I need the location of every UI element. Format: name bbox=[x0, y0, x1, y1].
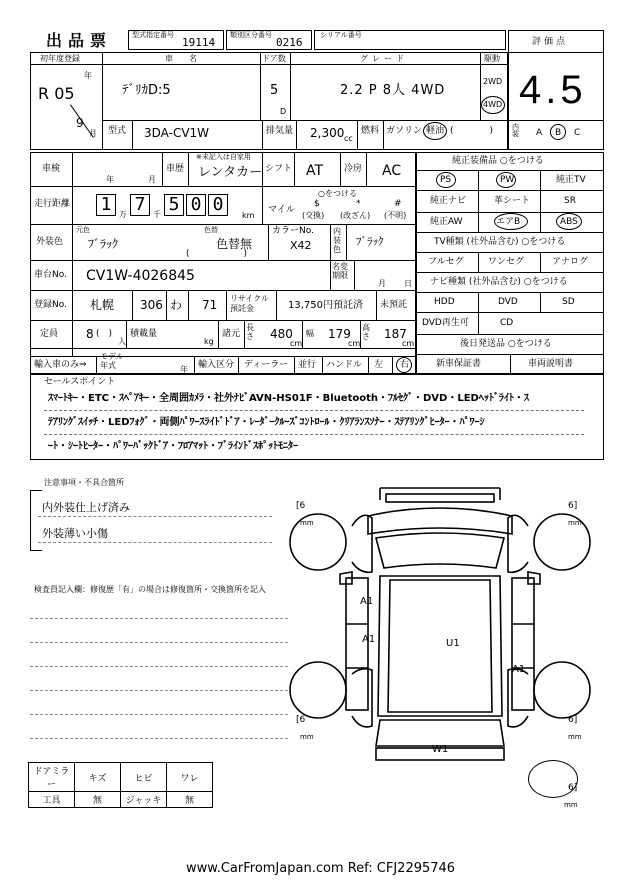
type-designation-value: 19114 bbox=[182, 36, 216, 49]
shift-label: シフト bbox=[265, 164, 293, 174]
legend-jack-value: 無 bbox=[167, 792, 213, 808]
class-number-label: 類別区分番号 bbox=[230, 31, 272, 39]
navi-dvd: DVD bbox=[498, 297, 518, 307]
width-label: 幅 bbox=[306, 329, 314, 338]
cc-unit: cc bbox=[344, 134, 353, 143]
handle-left: 左 bbox=[374, 360, 384, 370]
first-reg-month: 9 bbox=[76, 116, 84, 130]
diagram-mark-5: W1 bbox=[432, 744, 449, 755]
reg-area: 札幌 bbox=[90, 298, 115, 312]
tread-front-right-unit: mm bbox=[568, 519, 582, 527]
handle-right: 右 bbox=[400, 360, 410, 370]
diagram-mark-3: U1 bbox=[446, 638, 460, 649]
doors-label: ドア数 bbox=[262, 54, 286, 63]
docs-warranty: 新車保証書 bbox=[436, 359, 482, 369]
score-value: 4.5 bbox=[519, 68, 587, 112]
fuel-paren: ( ) bbox=[450, 126, 494, 136]
sheet-title: 出品票 bbox=[46, 31, 113, 50]
mileage-sen: 千 bbox=[153, 210, 161, 219]
height-label: 高さ bbox=[362, 323, 370, 341]
equip-navi: 純正ナビ bbox=[430, 196, 467, 206]
serial-label: シリアル番号 bbox=[320, 31, 362, 39]
door-sub: D bbox=[280, 107, 287, 116]
use-value: レンタカー bbox=[198, 165, 263, 180]
damage-legend-table bbox=[28, 762, 213, 808]
handle-right-circle bbox=[396, 357, 412, 373]
fuel-diesel-circle bbox=[423, 122, 447, 140]
equip-ps-circle bbox=[436, 172, 456, 188]
tread-spare-value: 6] bbox=[568, 783, 578, 793]
recycle-amount: 13,750円預託済 bbox=[288, 300, 363, 311]
import-label: 輸入車のみ⇒ bbox=[34, 360, 87, 370]
color-change-value: 色替無 bbox=[216, 237, 253, 251]
interior-grade-a: A bbox=[536, 128, 543, 138]
navi-sd: SD bbox=[562, 297, 575, 307]
mileage-exchange: (交換) bbox=[302, 211, 325, 220]
interior-grade-circle bbox=[550, 124, 566, 140]
month-unit: 月 bbox=[89, 129, 97, 138]
interior-label: 内装 bbox=[512, 123, 519, 138]
inspector-label: 検査員記入欄：修復歴「有」の場合は修復箇所・交換箇所を記入 bbox=[34, 585, 266, 594]
color-change-label: 色替 bbox=[204, 226, 218, 234]
equip-abs: ABS bbox=[560, 217, 578, 227]
mileage-digit-4: 0 bbox=[186, 194, 206, 216]
displacement-label: 排気量 bbox=[266, 126, 294, 136]
drive-4wd-circle bbox=[481, 96, 505, 114]
interior-color-label: 内装色 bbox=[333, 227, 341, 254]
len-label: 長さ bbox=[246, 323, 254, 341]
mileage-digit-1: 1 bbox=[96, 194, 116, 216]
mileage-man: 万 bbox=[119, 210, 127, 219]
inspection-month-unit: 月 bbox=[148, 175, 156, 184]
displacement-value: 2,300 bbox=[310, 126, 345, 140]
class-number-value: 0216 bbox=[276, 36, 303, 49]
mileage-sym-unknown: # bbox=[394, 199, 402, 209]
diagram-mark-4: A1 bbox=[512, 664, 526, 675]
mileage-mile: マイル bbox=[268, 205, 295, 215]
equip-aw: 純正AW bbox=[430, 217, 463, 227]
tv-title: TV種類 (社外品含む) ○をつける bbox=[434, 237, 566, 247]
fuel-gasoline: ガソリン bbox=[386, 126, 423, 136]
model-year-label: モデル年式 bbox=[100, 352, 124, 370]
grade-value: 2.2 P 8人 4WD bbox=[340, 83, 446, 98]
notes-line-2: 外装薄い小傷 bbox=[42, 527, 108, 540]
sales-line-1: ｽﾏｰﾄｷｰ・ETC・ｽﾍﾟｱｷｰ・全周囲ｶﾒﾗ・社外ﾅﾋﾞAVN-HS01F・Bluetooth・ﾌﾙｾｸﾞ・DVD・LEDﾍｯﾄﾞﾗｲﾄ・ｽ bbox=[48, 393, 529, 404]
name-change-day: 日 bbox=[404, 279, 412, 288]
diagram-mark-1: A1 bbox=[360, 596, 374, 607]
legend-jack: ジャッキ bbox=[121, 792, 167, 808]
color-no-value: X42 bbox=[290, 239, 312, 252]
legend-crack: ヒビ bbox=[121, 763, 167, 792]
sales-line-3: ｰﾄ・ｼｰﾄﾋｰﾀｰ・ﾊﾟﾜｰﾊﾞｯｸﾄﾞｱ・ﾌﾛｱﾏｯﾄ・ﾌﾞﾗｲﾝﾄﾞｽﾎﾟｯﾄﾓﾆﾀｰ bbox=[48, 441, 298, 452]
sales-label: セールスポイント bbox=[44, 377, 116, 387]
car-name: ﾃﾞﾘｶD:5 bbox=[122, 83, 171, 98]
docs-title: 後日発送品 ○をつける bbox=[460, 339, 552, 349]
color-paren: ( ) bbox=[186, 249, 248, 259]
tv-fullseg: フルセグ bbox=[428, 257, 464, 267]
import-parallel: 並行 bbox=[298, 360, 317, 370]
drive-2wd: 2WD bbox=[483, 77, 503, 86]
inspection-year-unit: 年 bbox=[106, 175, 114, 184]
mileage-tampered: (改ざん) bbox=[340, 211, 371, 220]
capacity-label: 定員 bbox=[40, 329, 59, 339]
tv-analog: アナログ bbox=[552, 257, 589, 267]
name-change-label: 名変期限 bbox=[332, 262, 348, 280]
tread-front-left-value: [6 bbox=[296, 501, 306, 511]
equip-abs-circle bbox=[556, 213, 582, 230]
spare-tire-icon bbox=[528, 760, 578, 798]
mileage-sym-exchange: $ bbox=[314, 199, 320, 209]
navi-dvd-play: DVD再生可 bbox=[422, 318, 469, 328]
dim-label: 諸元 bbox=[222, 329, 241, 339]
first-reg-label: 初年度登録 bbox=[40, 54, 80, 63]
tread-rear-right-unit: mm bbox=[568, 733, 582, 741]
equip-ps: PS bbox=[440, 175, 452, 185]
reg-kana: わ bbox=[170, 298, 183, 312]
legend-door-mirror: ドアミラー bbox=[29, 763, 75, 792]
load-label: 積載量 bbox=[130, 329, 158, 339]
chassis-label: 車台No. bbox=[34, 270, 67, 280]
mileage-digit-3: 5 bbox=[164, 194, 184, 216]
doors-value: 5 bbox=[270, 83, 279, 98]
height-cm: cm bbox=[402, 339, 415, 348]
mileage-digit-5: 0 bbox=[208, 194, 228, 216]
tv-oneseg: ワンセグ bbox=[488, 257, 525, 267]
height-value: 187 bbox=[384, 327, 407, 341]
navi-cd: CD bbox=[500, 318, 514, 328]
drive-4wd: 4WD bbox=[483, 100, 503, 109]
chassis-value: CV1W-4026845 bbox=[86, 268, 195, 284]
width-cm: cm bbox=[348, 339, 361, 348]
notes-box bbox=[30, 490, 300, 550]
width-value: 179 bbox=[328, 327, 351, 341]
shift-value: AT bbox=[306, 163, 324, 179]
navi-title: ナビ種類 (社外品含む) ○をつける bbox=[430, 277, 568, 287]
color-value: ﾌﾞﾗｯｸ bbox=[88, 237, 119, 251]
load-unit: kg bbox=[204, 337, 214, 346]
equip-sr: SR bbox=[564, 196, 576, 206]
fuel-label: 燃料 bbox=[361, 126, 380, 136]
mileage-unknown: (不明) bbox=[384, 211, 407, 220]
capacity-value: 8 bbox=[86, 327, 94, 341]
equip-leather: 革シート bbox=[494, 196, 531, 206]
inspection-label: 車検 bbox=[42, 164, 61, 174]
tread-rear-left-unit: mm bbox=[300, 733, 314, 741]
tread-rear-right-value: 6] bbox=[568, 715, 578, 725]
mileage-circle-note: ○をつける bbox=[318, 189, 357, 198]
fuel-diesel: 軽油 bbox=[426, 126, 445, 136]
equip-pw: PW bbox=[500, 175, 515, 185]
mileage-km: km bbox=[242, 211, 255, 220]
first-reg-year: R 05 bbox=[38, 84, 75, 103]
color-original-label: 元色 bbox=[76, 226, 90, 234]
recycle-not: 未預託 bbox=[380, 300, 408, 310]
reg-class: 306 bbox=[140, 298, 163, 312]
equip-airbag-circle bbox=[494, 213, 528, 230]
model-label: 型式 bbox=[108, 126, 127, 136]
reg-num: 71 bbox=[202, 298, 218, 312]
import-type-label: 輸入区分 bbox=[198, 360, 235, 370]
color-no-label: カラーNo. bbox=[272, 226, 314, 236]
tread-rear-left-value: [6 bbox=[296, 715, 306, 725]
score-label: 評価点 bbox=[532, 37, 569, 47]
interior-grade-c: C bbox=[574, 128, 581, 138]
capacity-paren: ( ) bbox=[96, 329, 113, 339]
interior-color-value: ﾌﾞﾗｯｸ bbox=[356, 235, 384, 248]
legend-break: ワレ bbox=[167, 763, 213, 792]
equip-tv: 純正TV bbox=[556, 175, 586, 185]
model-year-unit: 年 bbox=[180, 365, 188, 374]
len-value: 480 bbox=[270, 327, 293, 341]
mileage-sym-tampered: * bbox=[356, 199, 361, 209]
legend-scratch: キズ bbox=[75, 763, 121, 792]
mileage-digit-2: 7 bbox=[130, 194, 150, 216]
ac-label: 冷房 bbox=[344, 164, 363, 174]
watermark: www.CarFromJapan.com Ref: CFJ2295746 bbox=[186, 861, 456, 876]
diagram-mark-2: A1 bbox=[362, 634, 376, 645]
recycle-label: リサイクル預託金 bbox=[230, 294, 269, 313]
car-name-label: 車 名 bbox=[165, 54, 201, 63]
tread-spare-unit: mm bbox=[564, 801, 578, 809]
capacity-unit: 人 bbox=[118, 337, 126, 346]
color-label: 外装色 bbox=[36, 237, 64, 247]
grade-label: グレード bbox=[360, 54, 408, 63]
ac-value: AC bbox=[382, 163, 402, 179]
equip-pw-circle bbox=[496, 172, 516, 188]
equip-airbag: エアB bbox=[496, 217, 521, 227]
reg-label: 登録No. bbox=[34, 300, 67, 310]
equip-title: 純正装備品 ○をつける bbox=[452, 156, 544, 166]
len-cm: cm bbox=[290, 339, 303, 348]
docs-manual: 車両説明書 bbox=[528, 359, 574, 369]
notes-line-1: 内外装仕上げ済み bbox=[42, 501, 130, 514]
drive-label: 駆動 bbox=[484, 54, 500, 63]
type-designation-label: 型式指定番号 bbox=[132, 31, 174, 39]
mileage-label: 走行距離 bbox=[34, 199, 71, 209]
notes-label: 注意事項・不具合箇所 bbox=[44, 478, 124, 487]
use-note: ※未記入は自家用 bbox=[196, 153, 251, 161]
tread-front-right-value: 6] bbox=[568, 501, 578, 511]
interior-grade-b: B bbox=[555, 128, 562, 138]
year-unit: 年 bbox=[84, 71, 92, 80]
tread-front-left-unit: mm bbox=[300, 519, 314, 527]
navi-hdd: HDD bbox=[434, 297, 455, 307]
legend-tools: 工具 bbox=[29, 792, 75, 808]
legend-tools-value: 無 bbox=[75, 792, 121, 808]
name-change-month: 月 bbox=[378, 279, 386, 288]
model-value: 3DA-CV1W bbox=[144, 126, 210, 140]
handle-label: ハンドル bbox=[326, 360, 363, 370]
sales-line-2: ﾃｱﾘﾝｸﾞｽｲｯﾁ・LEDﾌｫｸﾞ・両側ﾊﾟﾜｰｽﾗｲﾄﾞﾄﾞｱ・ﾚｰﾀﾞｰｸﾙｰｽﾞｺﾝﾄﾛｰﾙ・ｸﾘｱﾗﾝｽｿﾅｰ・ｽﾃｱﾘﾝｸﾞﾋｰﾀｰ・ﾊﾟﾜｰｼ bbox=[48, 417, 485, 428]
import-dealer: ディーラー bbox=[244, 360, 289, 370]
use-label: 車歴 bbox=[166, 164, 185, 174]
